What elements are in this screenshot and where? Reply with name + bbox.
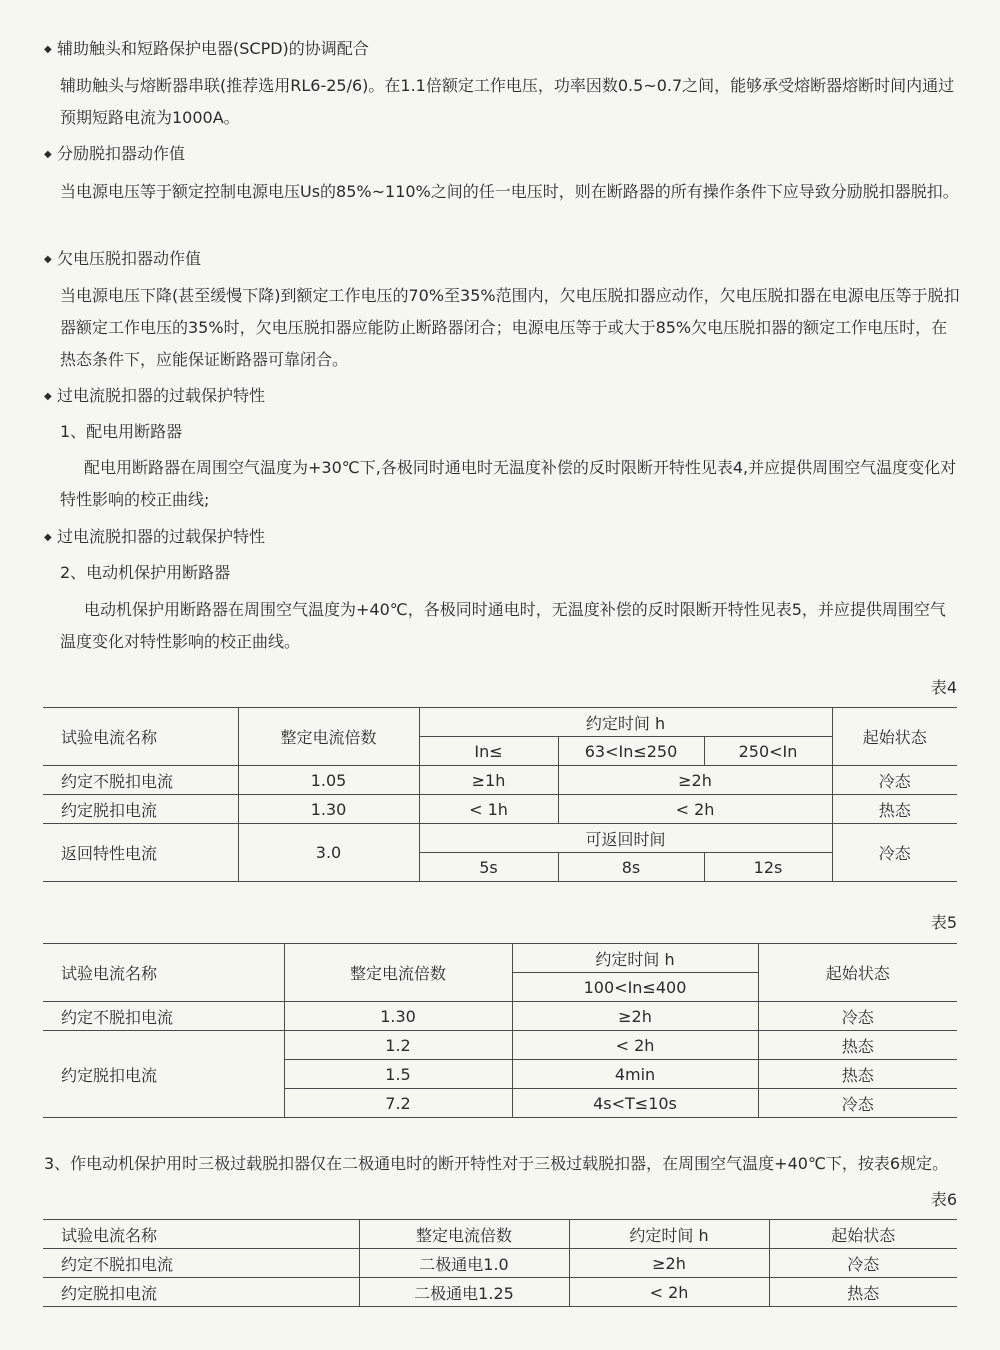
table-row (43, 1278, 957, 1307)
section-body-distribution: 配电用断路器在周围空气温度为+30℃下,各极同时通电时无温度补偿的反时限断开特性见表4,并应提供周围空气温度变化对特性影响的校正曲线; (60, 458, 957, 509)
table5-cell: 1.30 (284, 1002, 512, 1031)
table4-cell: 约定脱扣电流 (43, 795, 238, 824)
table4-header-mult: 整定电流倍数 (238, 708, 419, 766)
bullet-diamond-icon: ◆ (44, 44, 52, 55)
table4-header-name: 试验电流名称 (43, 708, 238, 766)
table4-cell: 可返回时间 (419, 824, 832, 853)
table6-cell: 热态 (769, 1278, 957, 1307)
table4-header-state: 起始状态 (832, 708, 957, 766)
section-heading-undervoltage: ◆ 欠电压脱扣器动作值 (44, 248, 201, 271)
table5-cell: ≥2h (512, 1002, 758, 1031)
table4 (43, 707, 957, 882)
section-heading-shunt: ◆ 分励脱扣器动作值 (44, 143, 185, 166)
section-heading-scpd: ◆ 辅助触头和短路保护电器(SCPD)的协调配合 (44, 38, 369, 61)
table4-header-time: 约定时间 h (419, 708, 832, 737)
table5-cell: 1.5 (284, 1060, 512, 1089)
subheading-distribution: 1、配电用断路器 (60, 422, 183, 441)
bullet-diamond-icon: ◆ (44, 391, 52, 402)
table4-cell: 热态 (832, 795, 957, 824)
table6-cell: ≥2h (569, 1249, 769, 1278)
table4-cell: 8s (558, 853, 704, 882)
table6-cell: 约定不脱扣电流 (43, 1249, 359, 1278)
table4-cell: < 1h (419, 795, 558, 824)
table6 (43, 1219, 957, 1307)
table6-cell: 二极通电1.25 (359, 1278, 569, 1307)
table4-cell: 1.05 (238, 766, 419, 795)
table5-cell: 热态 (758, 1031, 957, 1060)
table6-header-mult: 整定电流倍数 (359, 1220, 569, 1249)
table4-cell: ≥2h (558, 766, 832, 795)
table5-header-sub: 100<In≤400 (512, 973, 758, 1002)
section-heading-overload-2: ◆ 过电流脱扣器的过载保护特性 (44, 526, 265, 549)
table5-cell: 冷态 (758, 1002, 957, 1031)
table4-cell: 12s (704, 853, 832, 882)
section-body-scpd: 辅助触头与熔断器串联(推荐选用RL6-25/6)。在1.1倍额定工作电压，功率因数0.5~0.7之间，能够承受熔断器熔断时间内通过预期短路电流为1000A。 (60, 76, 955, 127)
table5-header-name: 试验电流名称 (43, 944, 284, 1002)
table4-cell: 冷态 (832, 824, 957, 882)
table6-header-time: 约定时间 h (569, 1220, 769, 1249)
table5-header-time: 约定时间 h (512, 944, 758, 973)
table4-cell: ≥1h (419, 766, 558, 795)
table5-header-state: 起始状态 (758, 944, 957, 1002)
table-row (43, 1031, 957, 1060)
table5-cell: 1.2 (284, 1031, 512, 1060)
table4-caption: 表4 (930, 678, 957, 697)
table4-cell: 5s (419, 853, 558, 882)
table6-header-name: 试验电流名称 (43, 1220, 359, 1249)
table-row (43, 795, 957, 824)
bullet-diamond-icon: ◆ (44, 149, 52, 160)
table-row (43, 1002, 957, 1031)
table5-cell: 热态 (758, 1060, 957, 1089)
table4-cell: 冷态 (832, 766, 957, 795)
table-row (43, 824, 957, 853)
table6-cell: 约定脱扣电流 (43, 1278, 359, 1307)
table5-cell: 4s<T≤10s (512, 1089, 758, 1118)
table-row (43, 766, 957, 795)
section-body-two-pole: 3、作电动机保护用时三极过载脱扣器仅在二极通电时的断开特性对于三极过载脱扣器，在周围空气温度+40℃下，按表6规定。 (44, 1154, 949, 1173)
table5-header-mult: 整定电流倍数 (284, 944, 512, 1002)
table6-cell: 二极通电1.0 (359, 1249, 569, 1278)
table4-header-col1: In≤ (419, 737, 558, 766)
table-row (43, 1249, 957, 1278)
table4-header-col3: 250<In (704, 737, 832, 766)
table4-cell: 3.0 (238, 824, 419, 882)
table4-cell: 1.30 (238, 795, 419, 824)
table5-cell: 7.2 (284, 1089, 512, 1118)
table5-caption: 表5 (930, 913, 957, 932)
table6-cell: 冷态 (769, 1249, 957, 1278)
table5-cell: 4min (512, 1060, 758, 1089)
section-body-shunt: 当电源电压等于额定控制电源电压Us的85%~110%之间的任一电压时，则在断路器的所有操作条件下应导致分励脱扣器脱扣。 (60, 182, 959, 201)
table6-header-state: 起始状态 (769, 1220, 957, 1249)
table5-cell: 约定不脱扣电流 (43, 1002, 284, 1031)
subheading-motor: 2、电动机保护用断路器 (60, 563, 231, 582)
table5-cell: < 2h (512, 1031, 758, 1060)
table5-cell: 约定脱扣电流 (43, 1031, 284, 1118)
table4-cell: 返回特性电流 (43, 824, 238, 882)
table6-caption: 表6 (930, 1190, 957, 1209)
table6-cell: < 2h (569, 1278, 769, 1307)
table5-cell: 冷态 (758, 1089, 957, 1118)
section-body-motor: 电动机保护用断路器在周围空气温度为+40℃，各极同时通电时，无温度补偿的反时限断开特性见表5，并应提供周围空气温度变化对特性影响的校正曲线。 (60, 600, 946, 651)
bullet-diamond-icon: ◆ (44, 532, 52, 543)
table4-cell: < 2h (558, 795, 832, 824)
table5 (43, 943, 957, 1118)
table4-header-col2: 63<In≤250 (558, 737, 704, 766)
bullet-diamond-icon: ◆ (44, 254, 52, 265)
section-heading-overload-1: ◆ 过电流脱扣器的过载保护特性 (44, 385, 265, 408)
section-body-undervoltage: 当电源电压下降(甚至缓慢下降)到额定工作电压的70%至35%范围内，欠电压脱扣器应动作，欠电压脱扣器在电源电压等于脱扣器额定工作电压的35%时，欠电压脱扣器应能防止断路器闭合；电源电压等于或大于85%欠电压脱扣器的额定工作电压时，在热态条件下，应能保证断路器可靠闭合。 (60, 286, 960, 369)
table4-cell: 约定不脱扣电流 (43, 766, 238, 795)
